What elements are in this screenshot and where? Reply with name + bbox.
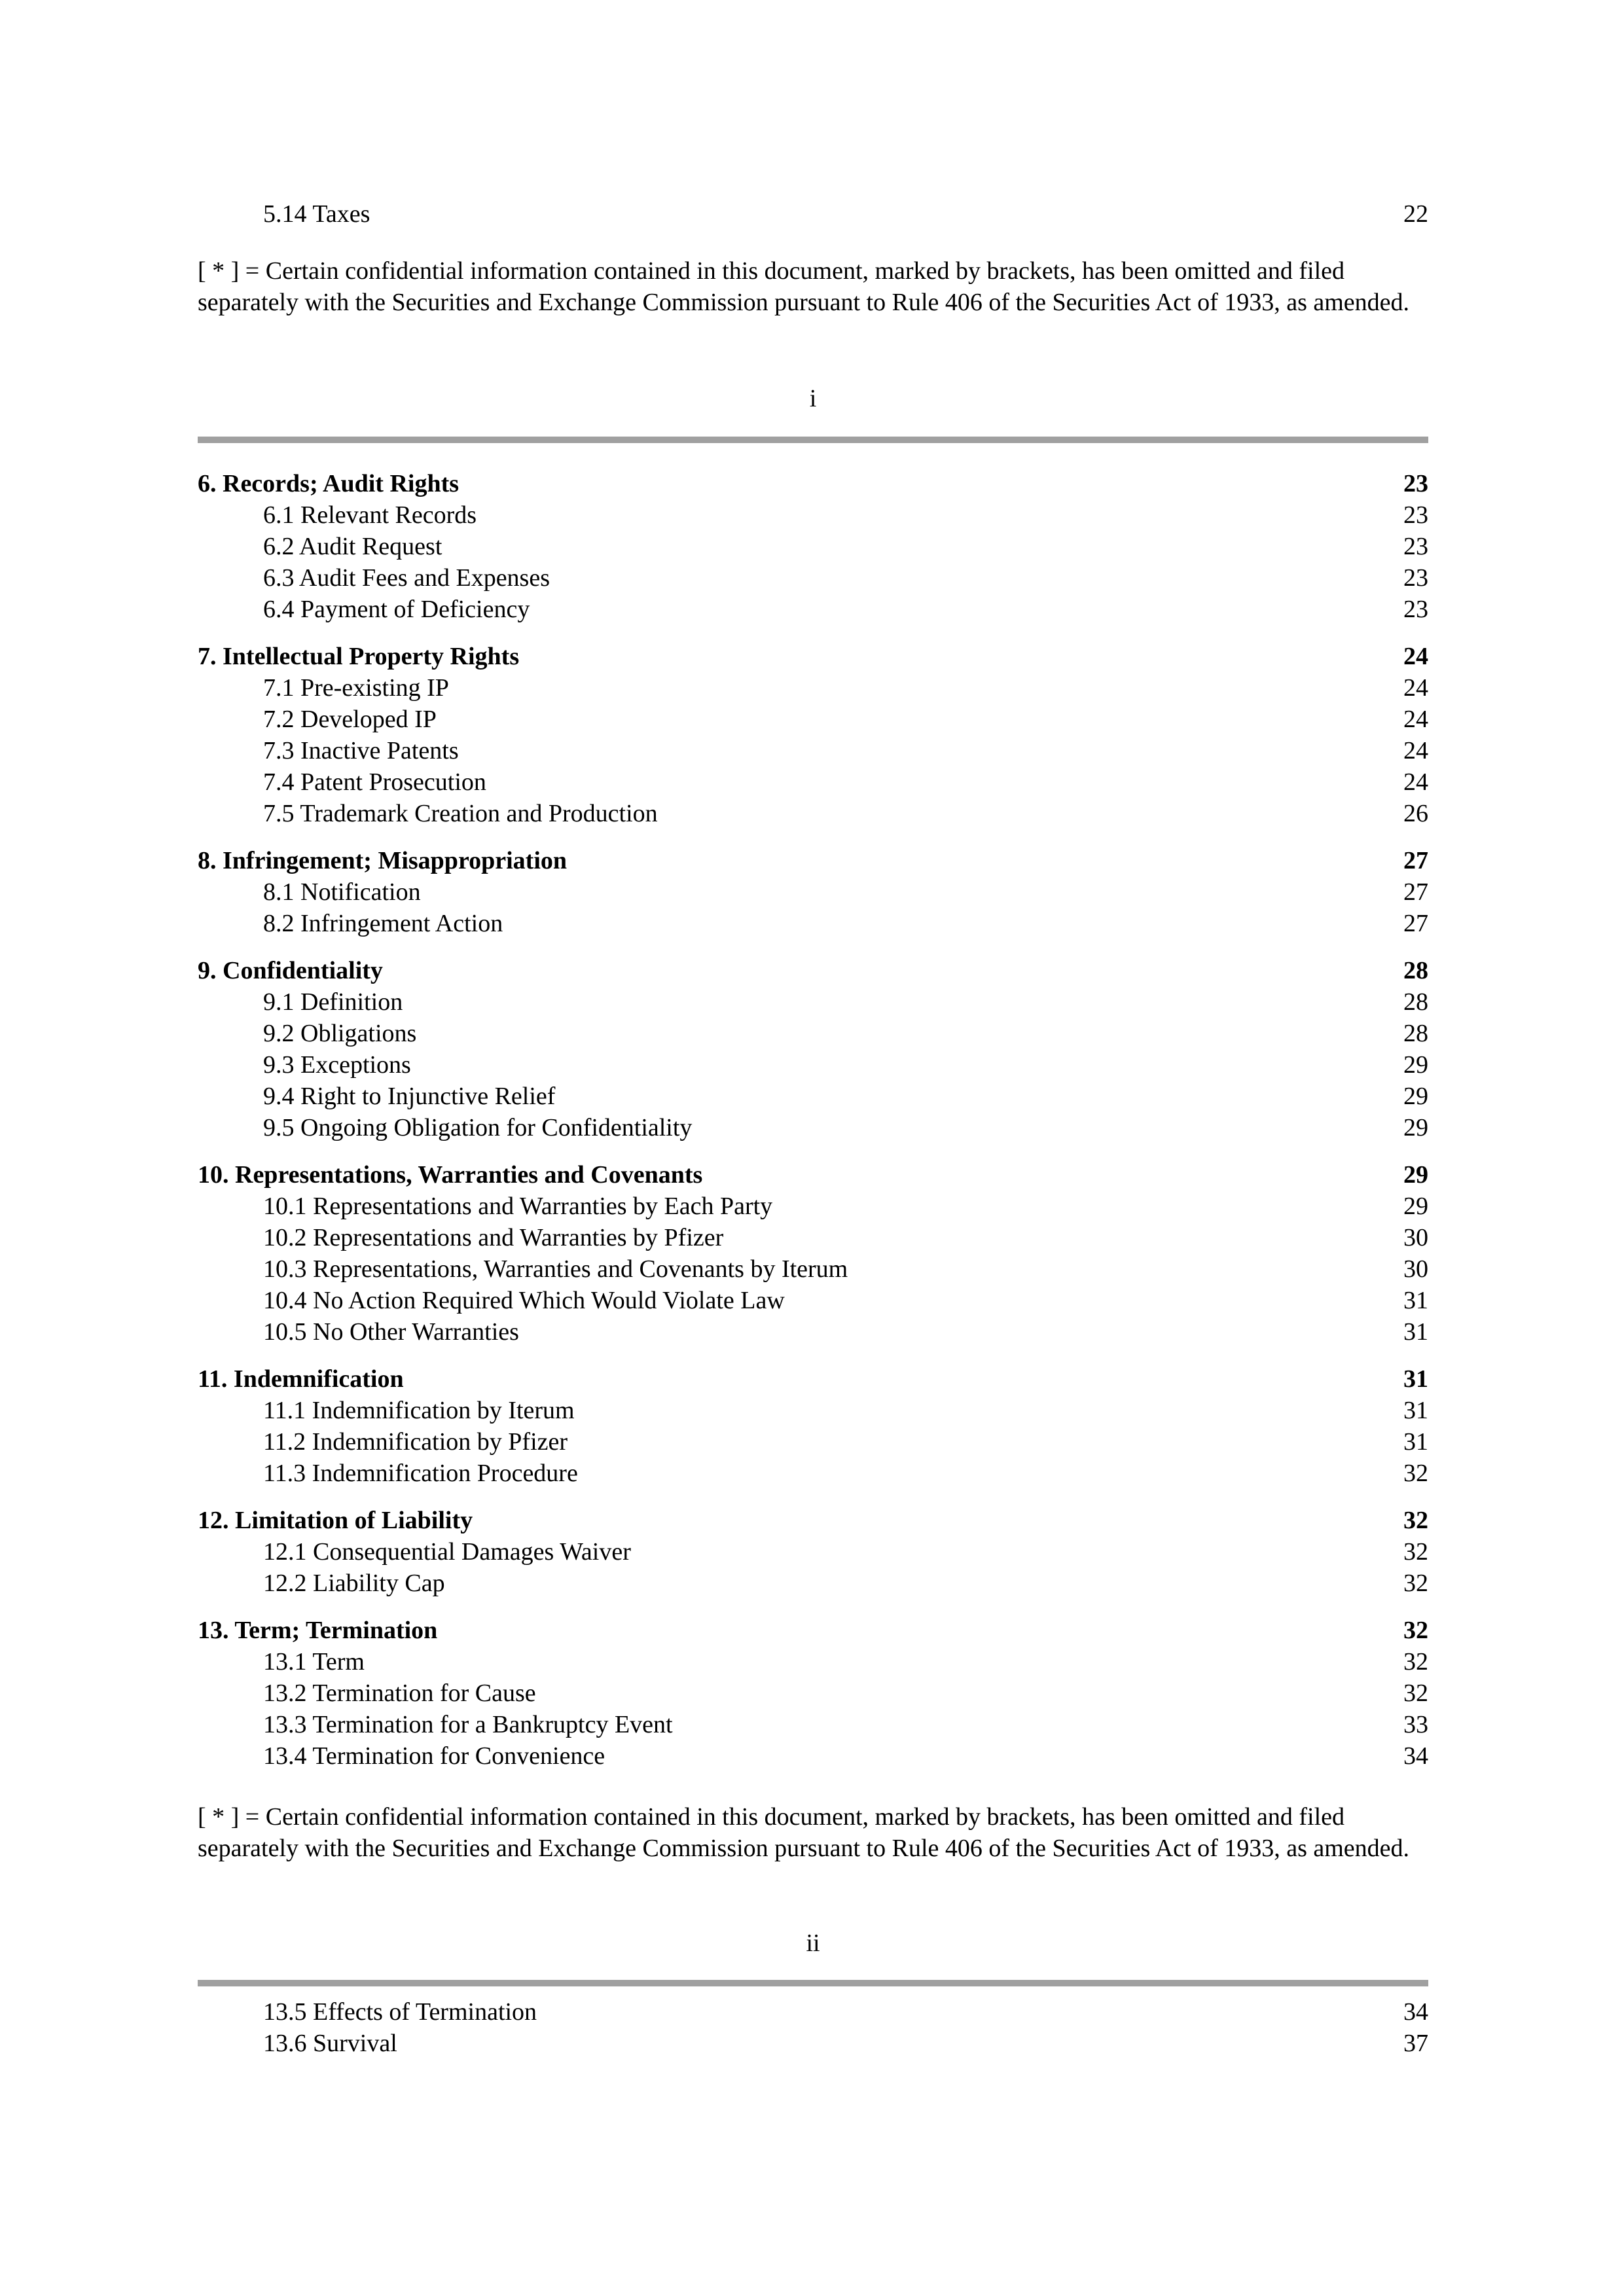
toc-entry (198, 1646, 1428, 1677)
toc-entry-title: 9.5 Ongoing Obligation for Confidentiality (263, 1114, 693, 1141)
toc-section (198, 1363, 1428, 1489)
toc-entry-title: 9.1 Definition (263, 988, 403, 1016)
toc-section-page: 32 (1403, 1617, 1428, 1644)
toc-section-heading (198, 1363, 1428, 1395)
toc-entry (198, 1081, 1428, 1112)
toc-section (198, 1159, 1428, 1348)
toc-entry-page: 24 (1403, 737, 1428, 764)
toc-entry-page: 28 (1403, 1020, 1428, 1047)
toc-entry-page: 29 (1403, 1083, 1428, 1110)
toc-entry (198, 531, 1428, 562)
toc-section-heading (198, 641, 1428, 672)
toc-entry-page: 29 (1403, 1193, 1428, 1220)
toc-entry (198, 1285, 1428, 1316)
toc-entry-title: 6.2 Audit Request (263, 533, 442, 560)
toc-entry-title: 7.2 Developed IP (263, 706, 437, 733)
toc-section (198, 845, 1428, 939)
toc-entry-title: 10.3 Representations, Warranties and Covenants by Iterum (263, 1255, 848, 1283)
toc-entry-page: 27 (1403, 910, 1428, 937)
toc-section-title: 9. Confidentiality (198, 957, 383, 984)
toc-entry (198, 1740, 1428, 1772)
toc-section-heading (198, 1505, 1428, 1536)
toc-section-page: 32 (1403, 1507, 1428, 1534)
toc-entry-title: 7.5 Trademark Creation and Production (263, 800, 658, 827)
toc-entry-title: 6.1 Relevant Records (263, 501, 477, 529)
toc-section-page: 31 (1403, 1365, 1428, 1393)
toc-sections (198, 468, 1428, 1787)
toc-entry (198, 1112, 1428, 1143)
toc-entry-title: 9.3 Exceptions (263, 1051, 411, 1079)
toc-section-page: 24 (1403, 643, 1428, 670)
toc-entry-page: 34 (1403, 1742, 1428, 1770)
toc-section (198, 1615, 1428, 1772)
toc-entry-page: 23 (1403, 533, 1428, 560)
toc-entry-page: 33 (1403, 1711, 1428, 1738)
toc-entry-page: 30 (1403, 1224, 1428, 1251)
toc-entry-title: 5.14 Taxes (263, 200, 370, 228)
toc-section (198, 641, 1428, 829)
toc-entry-title: 8.1 Notification (263, 878, 421, 906)
toc-entry-title: 7.1 Pre-existing IP (263, 674, 449, 702)
toc-entry (198, 766, 1428, 798)
toc-entry (198, 1191, 1428, 1222)
toc-entry-page: 37 (1403, 2030, 1428, 2057)
toc-section-heading (198, 1159, 1428, 1191)
toc-section (198, 1505, 1428, 1599)
toc-section (198, 468, 1428, 625)
toc-entry-title: 9.4 Right to Injunctive Relief (263, 1083, 556, 1110)
toc-entry-title: 8.2 Infringement Action (263, 910, 503, 937)
toc-entry-title: 11.1 Indemnification by Iterum (263, 1397, 575, 1424)
toc-section-title: 12. Limitation of Liability (198, 1507, 473, 1534)
toc-entry-page: 31 (1403, 1318, 1428, 1346)
toc-entry-page: 32 (1403, 1460, 1428, 1487)
toc-entry (198, 672, 1428, 704)
toc-entry-title: 13.1 Term (263, 1648, 365, 1676)
toc-entry-page: 23 (1403, 596, 1428, 623)
toc-entry-title: 13.5 Effects of Termination (263, 1998, 537, 2026)
bottom-entries (198, 1996, 1428, 2059)
toc-entry-page: 32 (1403, 1570, 1428, 1597)
toc-entry (198, 1709, 1428, 1740)
toc-entry-title: 10.5 No Other Warranties (263, 1318, 519, 1346)
toc-entry-title: 10.1 Representations and Warranties by Each Party (263, 1193, 773, 1220)
page-divider (198, 437, 1428, 443)
toc-section-heading (198, 1615, 1428, 1646)
toc-entry-page: 24 (1403, 768, 1428, 796)
toc-section-page: 27 (1403, 847, 1428, 874)
toc-section-title: 10. Representations, Warranties and Covenants (198, 1161, 703, 1189)
toc-entry-page: 31 (1403, 1287, 1428, 1314)
toc-section-page: 28 (1403, 957, 1428, 984)
toc-entry-page: 23 (1403, 564, 1428, 592)
toc-entry-title: 12.1 Consequential Damages Waiver (263, 1538, 631, 1566)
toc-section-heading (198, 468, 1428, 499)
toc-entry-title: 6.4 Payment of Deficiency (263, 596, 530, 623)
toc-entry (198, 1677, 1428, 1709)
toc-entry-page: 30 (1403, 1255, 1428, 1283)
top-entries (198, 198, 1428, 230)
toc-entry-title: 13.6 Survival (263, 2030, 397, 2057)
toc-section-page: 29 (1403, 1161, 1428, 1189)
toc-entry-page: 24 (1403, 706, 1428, 733)
toc-entry-page: 29 (1403, 1051, 1428, 1079)
toc-entry (198, 1996, 1428, 2028)
toc-entry-page: 34 (1403, 1998, 1428, 2026)
toc-entry-title: 7.3 Inactive Patents (263, 737, 459, 764)
toc-entry (198, 704, 1428, 735)
toc-entry-title: 13.3 Termination for a Bankruptcy Event (263, 1711, 673, 1738)
toc-entry (198, 1316, 1428, 1348)
toc-entry-page: 23 (1403, 501, 1428, 529)
toc-entry-title: 10.2 Representations and Warranties by Pfizer (263, 1224, 724, 1251)
toc-entry-title: 6.3 Audit Fees and Expenses (263, 564, 550, 592)
toc-entry (198, 1458, 1428, 1489)
toc-entry (198, 1222, 1428, 1253)
toc-section-title: 8. Infringement; Misappropriation (198, 847, 568, 874)
toc-entry-page: 29 (1403, 1114, 1428, 1141)
confidentiality-footnote: [ * ] = Certain confidential information contained in this document, marked by brackets, has been omitted and filed separately with the Securities and Exchange Commission pursuant to Rule 406 of the Securities Act of 1933, as amended. (198, 257, 1410, 316)
toc-entry-title: 11.2 Indemnification by Pfizer (263, 1428, 568, 1456)
toc-entry-page: 32 (1403, 1648, 1428, 1676)
toc-entry (198, 908, 1428, 939)
toc-entry (198, 1568, 1428, 1599)
toc-entry (198, 986, 1428, 1018)
toc-entry (198, 499, 1428, 531)
toc-entry (198, 1395, 1428, 1426)
toc-entry-page: 24 (1403, 674, 1428, 702)
toc-entry-title: 13.4 Termination for Convenience (263, 1742, 605, 1770)
toc-entry-title: 9.2 Obligations (263, 1020, 417, 1047)
toc-entry-page: 22 (1403, 200, 1428, 228)
toc-entry (198, 594, 1428, 625)
toc-entry-title: 11.3 Indemnification Procedure (263, 1460, 578, 1487)
toc-section-title: 7. Intellectual Property Rights (198, 643, 520, 670)
page-number: ii (806, 1929, 820, 1957)
toc-entry-page: 26 (1403, 800, 1428, 827)
toc-entry (198, 1426, 1428, 1458)
toc-entry (198, 876, 1428, 908)
toc-entry-page: 28 (1403, 988, 1428, 1016)
toc-entry (198, 1253, 1428, 1285)
toc-entry (198, 198, 1428, 230)
toc-entry-title: 13.2 Termination for Cause (263, 1679, 536, 1707)
toc-entry (198, 1536, 1428, 1568)
toc-section-page: 23 (1403, 470, 1428, 497)
toc-entry-title: 12.2 Liability Cap (263, 1570, 445, 1597)
toc-section-heading (198, 955, 1428, 986)
page-divider (198, 1980, 1428, 1986)
toc-section-heading (198, 845, 1428, 876)
toc-entry-page: 31 (1403, 1397, 1428, 1424)
toc-section-title: 11. Indemnification (198, 1365, 404, 1393)
toc-entry (198, 562, 1428, 594)
page-number: i (809, 385, 817, 412)
toc-entry-page: 27 (1403, 878, 1428, 906)
toc-entry-page: 32 (1403, 1679, 1428, 1707)
toc-section-title: 13. Term; Termination (198, 1617, 438, 1644)
toc-entry-title: 7.4 Patent Prosecution (263, 768, 486, 796)
toc-entry-page: 32 (1403, 1538, 1428, 1566)
toc-section (198, 955, 1428, 1143)
toc-entry (198, 1049, 1428, 1081)
toc-entry (198, 798, 1428, 829)
toc-entry-title: 10.4 No Action Required Which Would Violate Law (263, 1287, 785, 1314)
confidentiality-footnote: [ * ] = Certain confidential information contained in this document, marked by brackets, has been omitted and filed separately with the Securities and Exchange Commission pursuant to Rule 406 of the Securities Act of 1933, as amended. (198, 1803, 1410, 1862)
toc-entry (198, 2028, 1428, 2059)
toc-entry (198, 1018, 1428, 1049)
toc-entry (198, 735, 1428, 766)
toc-entry-page: 31 (1403, 1428, 1428, 1456)
toc-section-title: 6. Records; Audit Rights (198, 470, 460, 497)
